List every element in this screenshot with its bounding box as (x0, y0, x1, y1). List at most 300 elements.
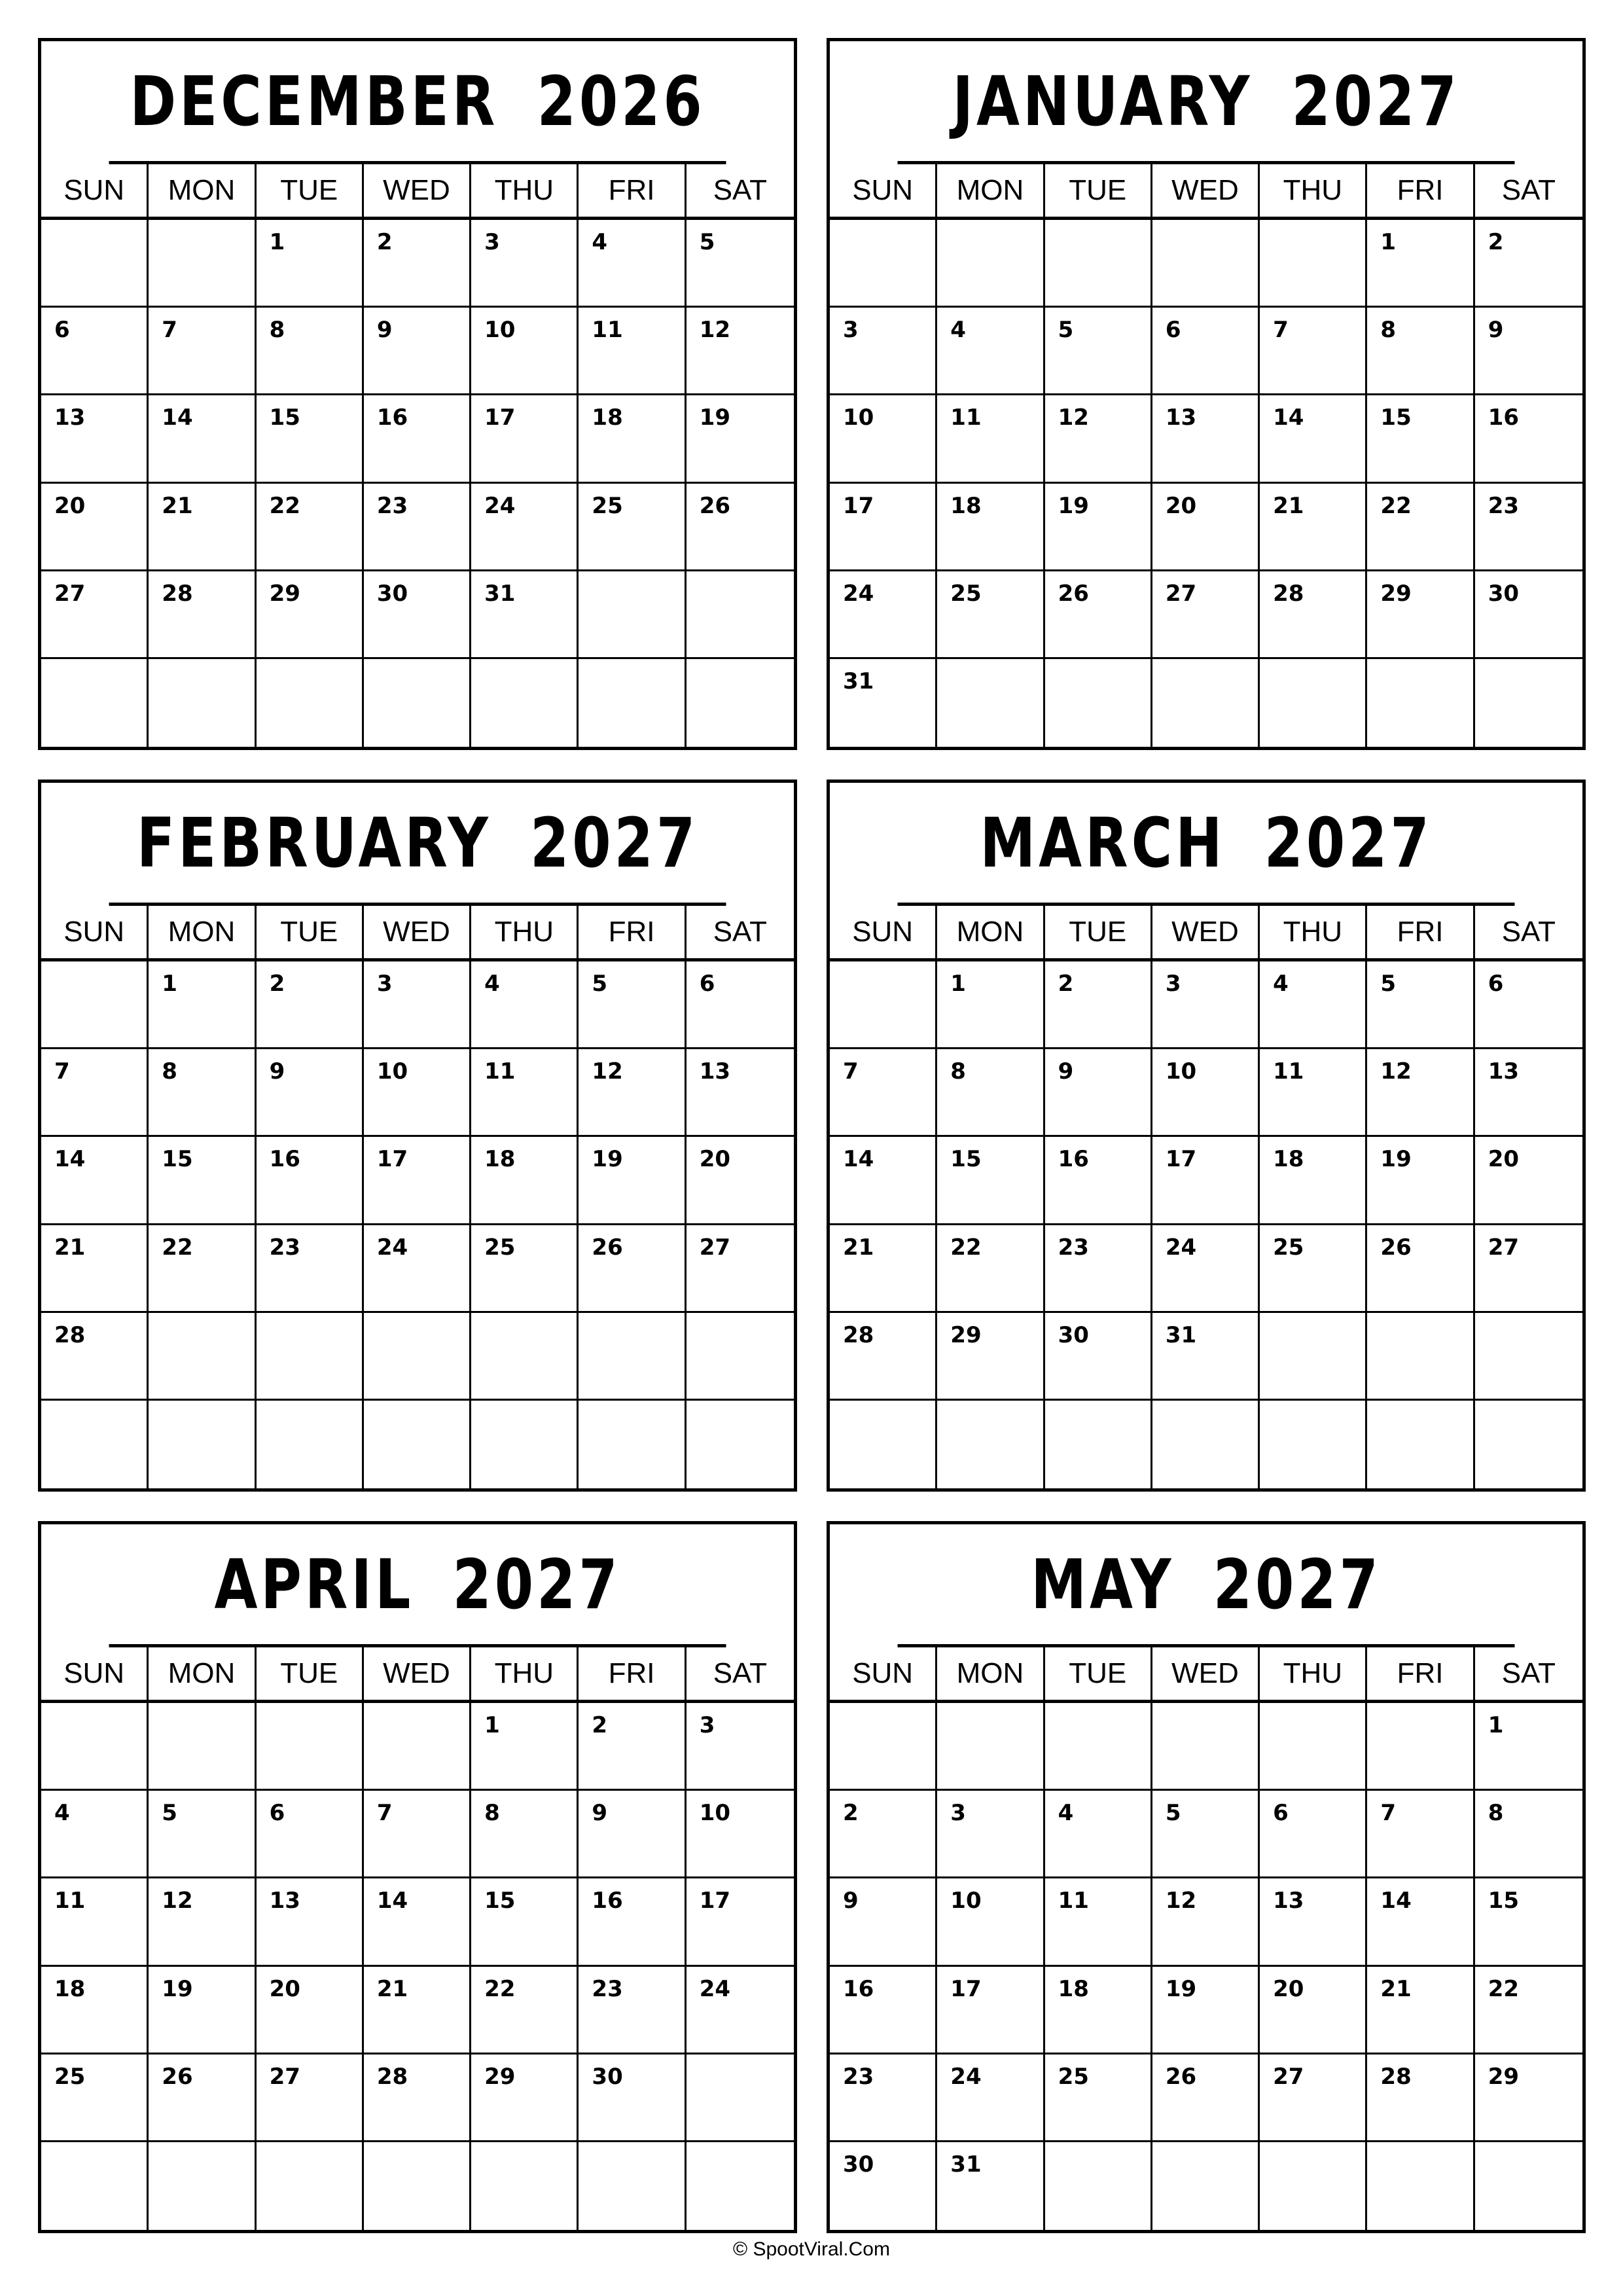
day-cell (1152, 2054, 1260, 2140)
day-cell (471, 659, 579, 747)
day-cell (257, 1878, 364, 1964)
day-cell (1260, 484, 1367, 569)
week-row (41, 1791, 794, 1878)
week-row (41, 1225, 794, 1313)
day-cell (1152, 1049, 1260, 1135)
day-number: 31 (1165, 1321, 1197, 1348)
day-number: 1 (162, 971, 177, 997)
day-cell (149, 961, 256, 1047)
weekday-header-row (830, 906, 1582, 961)
day-cell (41, 1878, 149, 1964)
day-cell (149, 2142, 256, 2230)
day-number: 14 (376, 1888, 408, 1914)
day-number: 4 (484, 971, 500, 997)
day-cell (471, 1401, 579, 1488)
day-number: 4 (1058, 1800, 1074, 1827)
day-number: 13 (269, 1888, 300, 1914)
weekday-label-thu: THU (1260, 164, 1367, 217)
day-number: 22 (162, 1234, 193, 1261)
weekday-label-fri: FRI (579, 1647, 686, 1700)
day-cell (1045, 484, 1152, 569)
day-cell (257, 2142, 364, 2230)
day-cell (1152, 395, 1260, 481)
day-number: 29 (1380, 580, 1412, 607)
day-number: 23 (592, 1975, 623, 2002)
day-cell (1475, 1401, 1582, 1488)
day-cell (1475, 659, 1582, 747)
day-cell (1367, 1049, 1474, 1135)
day-cell (830, 220, 937, 306)
weekday-label-tue: TUE (1045, 906, 1152, 958)
day-cell (579, 1137, 686, 1223)
day-number: 1 (269, 229, 285, 255)
day-cell (364, 1137, 471, 1223)
day-cell (687, 1137, 794, 1223)
day-number: 17 (1165, 1146, 1197, 1173)
day-cell (364, 484, 471, 569)
day-number: 19 (699, 404, 731, 431)
week-row (830, 1791, 1582, 1878)
day-cell (41, 220, 149, 306)
day-number: 7 (1380, 1800, 1397, 1827)
week-row (830, 1703, 1582, 1791)
day-cell (687, 1049, 794, 1135)
day-cell (830, 961, 937, 1047)
day-cell (1152, 1225, 1260, 1311)
day-number: 27 (269, 2063, 300, 2090)
day-cell (149, 2054, 256, 2140)
week-row (41, 961, 794, 1049)
weekday-label-thu: THU (471, 1647, 579, 1700)
day-number: 23 (1058, 1234, 1089, 1261)
day-number: 22 (1380, 492, 1412, 519)
weekday-label-mon: MON (149, 164, 256, 217)
day-number: 5 (699, 229, 715, 255)
day-cell (41, 1967, 149, 2053)
week-row (41, 1401, 794, 1488)
day-number: 27 (1488, 1234, 1520, 1261)
day-cell (149, 1137, 256, 1223)
day-cell (41, 659, 149, 747)
day-cell (687, 1703, 794, 1789)
day-cell (1367, 484, 1474, 569)
day-cell (937, 571, 1044, 657)
week-row (41, 1967, 794, 2054)
day-cell (471, 1967, 579, 2053)
day-cell (149, 308, 256, 393)
weekday-label-wed: WED (1152, 164, 1260, 217)
day-number: 26 (162, 2063, 193, 2090)
day-number: 20 (269, 1975, 300, 2002)
day-cell (1260, 2054, 1367, 2140)
day-number: 20 (1273, 1975, 1304, 2002)
day-cell (1152, 1878, 1260, 1964)
day-cell (830, 1049, 937, 1135)
day-number: 8 (950, 1058, 966, 1085)
day-cell (41, 571, 149, 657)
day-cell (1045, 2142, 1152, 2230)
weekday-header-row (41, 164, 794, 220)
day-cell (1475, 1703, 1582, 1789)
week-row (830, 220, 1582, 308)
day-number: 7 (54, 1058, 70, 1085)
week-row (41, 2142, 794, 2230)
day-number: 20 (1488, 1146, 1520, 1173)
day-cell (579, 2054, 686, 2140)
day-cell (364, 2142, 471, 2230)
day-number: 12 (1380, 1058, 1412, 1085)
day-cell (579, 1313, 686, 1399)
day-number: 16 (269, 1146, 300, 1173)
day-cell (937, 1313, 1044, 1399)
day-number: 24 (843, 580, 874, 607)
day-number: 16 (592, 1888, 623, 1914)
day-number: 25 (1273, 1234, 1304, 1261)
day-number: 17 (699, 1888, 731, 1914)
week-row (41, 571, 794, 659)
day-cell (830, 1791, 937, 1876)
day-number: 17 (376, 1146, 408, 1173)
day-cell (687, 571, 794, 657)
day-number: 5 (1058, 317, 1074, 344)
day-cell (1152, 308, 1260, 393)
day-number: 22 (484, 1975, 516, 2002)
weekday-label-mon: MON (937, 906, 1044, 958)
day-cell (471, 1313, 579, 1399)
day-cell (579, 220, 686, 306)
day-number: 26 (1380, 1234, 1412, 1261)
day-number: 8 (484, 1800, 500, 1827)
day-cell (1367, 571, 1474, 657)
weekday-label-mon: MON (149, 906, 256, 958)
day-cell (471, 484, 579, 569)
day-number: 10 (376, 1058, 408, 1085)
day-cell (364, 308, 471, 393)
weekday-header-row (830, 164, 1582, 220)
day-cell (687, 1878, 794, 1964)
day-number: 9 (376, 317, 393, 344)
day-number: 18 (484, 1146, 516, 1173)
day-number: 14 (1273, 404, 1304, 431)
day-cell (1475, 2142, 1582, 2230)
day-number: 10 (484, 317, 516, 344)
day-cell (579, 2142, 686, 2230)
weekday-label-fri: FRI (1367, 1647, 1474, 1700)
weekday-label-wed: WED (364, 1647, 471, 1700)
day-cell (471, 308, 579, 393)
day-number: 20 (54, 492, 86, 519)
day-number: 27 (1165, 580, 1197, 607)
day-cell (1367, 659, 1474, 747)
day-number: 3 (1165, 971, 1181, 997)
day-cell (1260, 220, 1367, 306)
day-number: 27 (54, 580, 86, 607)
day-number: 10 (1165, 1058, 1197, 1085)
day-cell (830, 571, 937, 657)
day-number: 22 (269, 492, 300, 519)
day-number: 13 (699, 1058, 731, 1085)
day-cell (1475, 2054, 1582, 2140)
week-row (41, 1313, 794, 1401)
day-cell (1152, 2142, 1260, 2230)
day-number: 12 (1165, 1888, 1197, 1914)
day-cell (1475, 395, 1582, 481)
day-cell (1475, 1225, 1582, 1311)
day-cell (257, 308, 364, 393)
day-cell (579, 1703, 686, 1789)
week-row (830, 395, 1582, 483)
day-cell (1045, 395, 1152, 481)
day-cell (687, 659, 794, 747)
day-number: 15 (162, 1146, 193, 1173)
day-cell (1260, 308, 1367, 393)
day-cell (1045, 1313, 1152, 1399)
day-number: 4 (592, 229, 608, 255)
day-number: 9 (1058, 1058, 1074, 1085)
day-number: 22 (950, 1234, 982, 1261)
day-cell (1045, 1967, 1152, 2053)
day-number: 28 (1380, 2063, 1412, 2090)
day-cell (579, 659, 686, 747)
day-cell (687, 1967, 794, 2053)
day-cell (1152, 1313, 1260, 1399)
day-cell (1260, 1878, 1367, 1964)
day-cell (830, 1313, 937, 1399)
day-cell (364, 1791, 471, 1876)
day-cell (937, 484, 1044, 569)
week-row (41, 220, 794, 308)
weekday-label-sun: SUN (830, 906, 937, 958)
month-calendar-december-2026 (38, 38, 797, 750)
month-title: MAY 2027 (898, 1524, 1515, 1647)
day-cell (1475, 1967, 1582, 2053)
day-cell (1367, 220, 1474, 306)
day-cell (1475, 308, 1582, 393)
day-cell (149, 1703, 256, 1789)
month-title: MARCH 2027 (898, 783, 1515, 906)
day-number: 16 (843, 1975, 874, 2002)
calendar-grid (38, 38, 1586, 2233)
day-number: 11 (484, 1058, 516, 1085)
weekday-label-mon: MON (149, 1647, 256, 1700)
weekday-label-thu: THU (1260, 1647, 1367, 1700)
day-cell (1045, 961, 1152, 1047)
day-cell (1260, 1049, 1367, 1135)
day-cell (687, 395, 794, 481)
day-number: 26 (1058, 580, 1089, 607)
day-cell (687, 2054, 794, 2140)
day-cell (41, 961, 149, 1047)
day-cell (830, 1225, 937, 1311)
month-calendar-march-2027 (827, 780, 1586, 1492)
day-cell (937, 395, 1044, 481)
day-number: 19 (162, 1975, 193, 2002)
day-number: 21 (1273, 492, 1304, 519)
day-cell (1260, 1225, 1367, 1311)
day-number: 26 (592, 1234, 623, 1261)
day-number: 25 (950, 580, 982, 607)
day-number: 12 (699, 317, 731, 344)
day-cell (257, 571, 364, 657)
day-number: 22 (1488, 1975, 1520, 2002)
day-cell (257, 1791, 364, 1876)
day-number: 23 (376, 492, 408, 519)
day-cell (364, 1049, 471, 1135)
day-number: 30 (1058, 1321, 1089, 1348)
day-cell (364, 961, 471, 1047)
day-number: 3 (950, 1800, 966, 1827)
month-calendar-february-2027 (38, 780, 797, 1492)
day-cell (830, 1967, 937, 2053)
copyright-footer: © SpootViral.Com (733, 2238, 890, 2260)
day-cell (1475, 571, 1582, 657)
weekday-label-mon: MON (937, 1647, 1044, 1700)
day-cell (471, 1703, 579, 1789)
day-cell (687, 1401, 794, 1488)
day-number: 31 (484, 580, 516, 607)
day-number: 19 (592, 1146, 623, 1173)
day-number: 16 (376, 404, 408, 431)
day-number: 3 (484, 229, 500, 255)
week-row (830, 1313, 1582, 1401)
day-number: 2 (592, 1712, 608, 1738)
day-cell (41, 1703, 149, 1789)
day-cell (1260, 395, 1367, 481)
day-number: 24 (376, 1234, 408, 1261)
day-number: 7 (162, 317, 177, 344)
day-cell (1367, 1313, 1474, 1399)
day-cell (937, 2054, 1044, 2140)
day-cell (471, 571, 579, 657)
day-cell (1045, 1401, 1152, 1488)
day-cell (364, 1313, 471, 1399)
weekday-label-tue: TUE (1045, 1647, 1152, 1700)
day-number: 8 (1488, 1800, 1504, 1827)
day-number: 5 (592, 971, 608, 997)
day-cell (937, 961, 1044, 1047)
day-cell (41, 1225, 149, 1311)
day-number: 2 (1058, 971, 1074, 997)
day-cell (1045, 571, 1152, 657)
day-cell (41, 1791, 149, 1876)
day-number: 29 (950, 1321, 982, 1348)
weekday-label-fri: FRI (1367, 164, 1474, 217)
day-number: 21 (1380, 1975, 1412, 2002)
day-number: 8 (162, 1058, 177, 1085)
day-cell (687, 1313, 794, 1399)
day-cell (830, 1137, 937, 1223)
day-cell (149, 659, 256, 747)
day-number: 7 (843, 1058, 859, 1085)
day-cell (1367, 395, 1474, 481)
day-cell (937, 220, 1044, 306)
day-cell (687, 1225, 794, 1311)
day-number: 23 (269, 1234, 300, 1261)
day-number: 17 (484, 404, 516, 431)
day-number: 5 (1380, 971, 1397, 997)
day-number: 2 (376, 229, 393, 255)
day-number: 29 (1488, 2063, 1520, 2090)
day-cell (471, 2054, 579, 2140)
day-number: 12 (1058, 404, 1089, 431)
day-cell (1152, 659, 1260, 747)
day-cell (937, 2142, 1044, 2230)
day-number: 14 (843, 1146, 874, 1173)
week-row (41, 395, 794, 483)
weekday-label-sat: SAT (713, 1657, 767, 1689)
day-number: 15 (1380, 404, 1412, 431)
week-row (830, 571, 1582, 659)
day-cell (364, 659, 471, 747)
day-cell (1367, 1401, 1474, 1488)
day-cell (471, 1791, 579, 1876)
day-cell (1152, 1137, 1260, 1223)
day-cell (149, 1225, 256, 1311)
day-number: 18 (950, 492, 982, 519)
week-row (41, 1878, 794, 1966)
day-cell (687, 308, 794, 393)
weekday-label-fri: FRI (579, 164, 686, 217)
day-number: 28 (376, 2063, 408, 2090)
day-cell (471, 1137, 579, 1223)
day-number: 15 (484, 1888, 516, 1914)
day-cell (1045, 1703, 1152, 1789)
day-number: 1 (1488, 1712, 1504, 1738)
day-number: 18 (54, 1975, 86, 2002)
day-number: 2 (1488, 229, 1504, 255)
day-cell (257, 395, 364, 481)
day-number: 7 (376, 1800, 393, 1827)
day-cell (1152, 1703, 1260, 1789)
day-cell (579, 571, 686, 657)
day-cell (830, 659, 937, 747)
day-number: 24 (950, 2063, 982, 2090)
day-number: 30 (843, 2151, 874, 2178)
weekday-label-thu: THU (1260, 906, 1367, 958)
day-number: 11 (54, 1888, 86, 1914)
day-cell (687, 484, 794, 569)
weekday-label-wed: WED (364, 906, 471, 958)
weekday-label-sat: SAT (1501, 916, 1556, 948)
day-cell (830, 1878, 937, 1964)
day-cell (364, 1878, 471, 1964)
day-cell (579, 395, 686, 481)
day-cell (1260, 1967, 1367, 2053)
day-number: 9 (843, 1888, 859, 1914)
day-number: 19 (1058, 492, 1089, 519)
day-number: 2 (843, 1800, 859, 1827)
day-cell (364, 571, 471, 657)
weekday-label-wed: WED (1152, 1647, 1260, 1700)
day-number: 10 (699, 1800, 731, 1827)
day-cell (830, 2054, 937, 2140)
day-number: 25 (54, 2063, 86, 2090)
day-cell (1367, 1791, 1474, 1876)
day-number: 6 (699, 971, 715, 997)
day-cell (937, 1225, 1044, 1311)
day-cell (471, 961, 579, 1047)
week-row (41, 1049, 794, 1137)
day-number: 13 (54, 404, 86, 431)
day-cell (1367, 1137, 1474, 1223)
day-cell (937, 1878, 1044, 1964)
day-number: 20 (699, 1146, 731, 1173)
day-number: 5 (162, 1800, 177, 1827)
day-cell (41, 1137, 149, 1223)
day-number: 26 (699, 492, 731, 519)
day-cell (149, 1313, 256, 1399)
day-cell (687, 220, 794, 306)
